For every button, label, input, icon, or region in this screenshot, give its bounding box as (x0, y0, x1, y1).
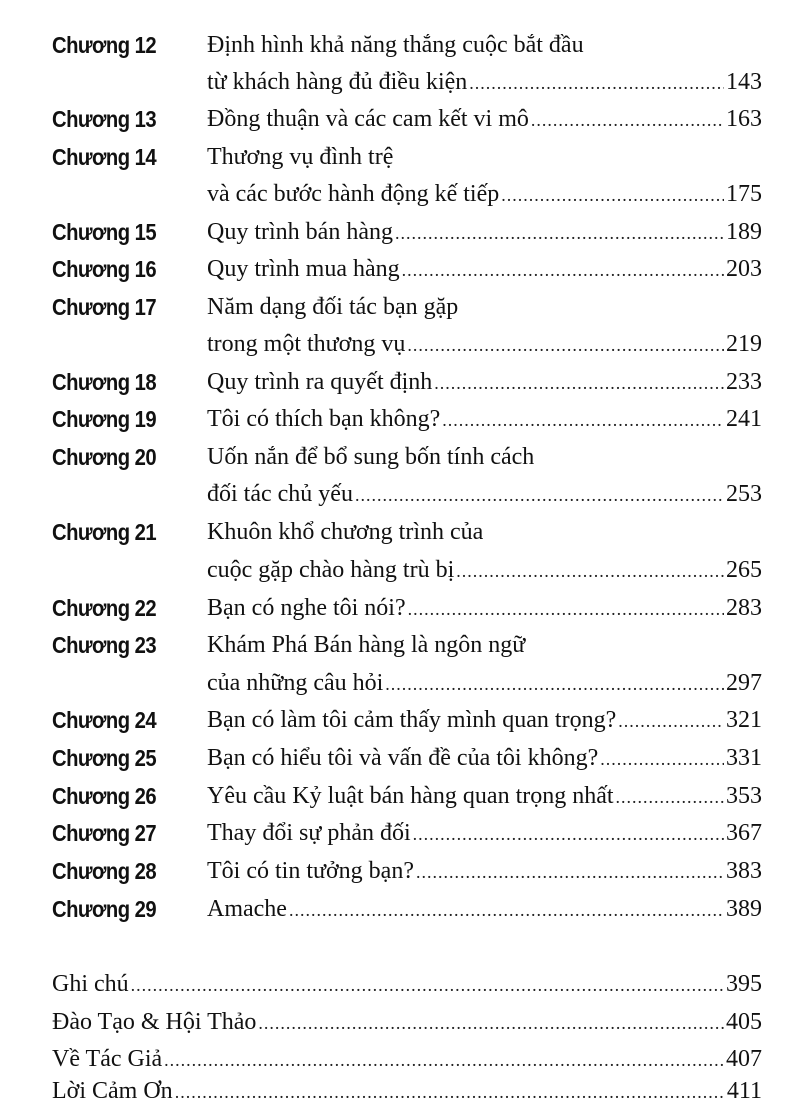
dot-leader (355, 477, 724, 514)
toc-entry (207, 101, 762, 138)
chapter-title: Quy trình mua hàng (207, 256, 400, 282)
page-number: 331 (726, 745, 762, 771)
page-number: 241 (726, 406, 762, 432)
toc-chapter-24 (0, 702, 810, 739)
toc-entry (52, 1073, 762, 1110)
section-title: Ghi chú (52, 971, 129, 997)
dot-leader (258, 1005, 724, 1042)
toc-chapter-13 (0, 101, 810, 138)
toc-chapter-21-cont (0, 552, 810, 589)
chapter-label: Chương 24 (52, 707, 157, 733)
toc-chapter-12-cont (0, 64, 810, 101)
chapter-title: của những câu hỏi (207, 670, 384, 696)
chapter-title: Tôi có thích bạn không? (207, 406, 441, 432)
toc-entry (207, 401, 762, 438)
toc-entry (207, 364, 762, 401)
dot-leader (618, 703, 724, 740)
page-number: 367 (726, 820, 762, 846)
toc-chapter-17 (0, 289, 810, 326)
dot-leader (469, 65, 724, 102)
chapter-label: Chương 12 (52, 32, 157, 58)
chapter-title: Amache (207, 896, 287, 922)
toc-entry (207, 702, 762, 739)
page-number: 175 (726, 181, 762, 207)
dot-leader (407, 327, 724, 364)
toc-chapter-12 (0, 27, 810, 64)
chapter-title-line: Năm dạng đối tác bạn gặp (207, 294, 459, 320)
toc-chapter-23-cont (0, 665, 810, 702)
chapter-label: Chương 17 (52, 294, 157, 320)
chapter-label: Chương 21 (52, 519, 157, 545)
chapter-title: Quy trình bán hàng (207, 219, 393, 245)
toc-entry (207, 740, 762, 777)
chapter-label: Chương 25 (52, 745, 157, 771)
chapter-title-line: Khám Phá Bán hàng là ngôn ngữ (207, 632, 526, 658)
dot-leader (600, 741, 724, 778)
page-number: 389 (726, 896, 762, 922)
chapter-title: từ khách hàng đủ điều kiện (207, 69, 468, 95)
chapter-label: Chương 19 (52, 406, 157, 432)
toc-entry (207, 214, 762, 251)
toc-chapter-21 (0, 514, 810, 551)
chapter-label: Chương 20 (52, 444, 157, 470)
chapter-title: cuộc gặp chào hàng trù bị (207, 557, 455, 583)
page-number: 321 (726, 707, 762, 733)
chapter-title: Bạn có hiểu tôi và vấn đề của tôi không? (207, 745, 599, 771)
toc-entry (207, 476, 762, 513)
page-number: 163 (726, 106, 762, 132)
page-number: 203 (726, 256, 762, 282)
toc-entry (207, 891, 762, 928)
toc-chapter-22 (0, 590, 810, 627)
page-number: 297 (726, 670, 762, 696)
chapter-label: Chương 18 (52, 369, 157, 395)
chapter-title: Đồng thuận và các cam kết vi mô (207, 106, 529, 132)
chapter-title: Quy trình ra quyết định (207, 369, 433, 395)
chapter-label: Chương 22 (52, 595, 157, 621)
page-number: 233 (726, 369, 762, 395)
toc-entry (207, 590, 762, 627)
toc-chapter-14 (0, 139, 810, 176)
toc-entry (207, 665, 762, 702)
chapter-label: Chương 16 (52, 256, 157, 282)
toc-chapter-20-cont (0, 476, 810, 513)
chapter-title: Thay đổi sự phản đối (207, 820, 411, 846)
toc-back-training (0, 1004, 810, 1041)
dot-leader (289, 892, 724, 929)
toc-chapter-27 (0, 815, 810, 852)
chapter-title-line: Khuôn khổ chương trình của (207, 519, 484, 545)
dot-leader (131, 967, 724, 1004)
toc-back-notes (0, 966, 810, 1003)
chapter-title: trong một thương vụ (207, 331, 406, 357)
section-title: Lời Cảm Ơn (52, 1078, 173, 1104)
dot-leader (501, 177, 724, 214)
dot-leader (413, 816, 724, 853)
toc-entry (52, 966, 762, 1003)
page-number: 407 (726, 1046, 762, 1072)
page-number: 405 (726, 1009, 762, 1035)
dot-leader (434, 365, 724, 402)
section-title: Đào Tạo & Hội Thảo (52, 1009, 257, 1035)
toc-chapter-25 (0, 740, 810, 777)
toc-entry (207, 326, 762, 363)
dot-leader (531, 102, 724, 139)
toc-chapter-18 (0, 364, 810, 401)
toc-entry (207, 778, 762, 815)
toc-chapter-15 (0, 214, 810, 251)
dot-leader (416, 854, 724, 891)
toc-chapter-14-cont (0, 176, 810, 213)
chapter-title-line: Thương vụ đình trệ (207, 144, 394, 170)
toc-entry (52, 1004, 762, 1041)
chapter-label: Chương 23 (52, 632, 157, 658)
toc-chapter-19 (0, 401, 810, 438)
chapter-title-line: Định hình khả năng thắng cuộc bắt đầu (207, 32, 584, 58)
dot-leader (456, 553, 724, 590)
page-number: 383 (726, 858, 762, 884)
dot-leader (442, 402, 724, 439)
page-number: 189 (726, 219, 762, 245)
page-number: 143 (726, 69, 762, 95)
chapter-title: đối tác chủ yếu (207, 481, 353, 507)
toc-chapter-26 (0, 778, 810, 815)
page-number: 283 (726, 595, 762, 621)
toc-chapter-17-cont (0, 326, 810, 363)
toc-chapter-28 (0, 853, 810, 890)
chapter-title: Bạn có làm tôi cảm thấy mình quan trọng? (207, 707, 617, 733)
toc-entry (207, 853, 762, 890)
dot-leader (385, 666, 724, 703)
toc-entry (207, 251, 762, 288)
chapter-label: Chương 14 (52, 144, 157, 170)
dot-leader (408, 591, 724, 628)
dot-leader (402, 252, 724, 289)
toc-back-thanks (0, 1073, 810, 1110)
toc-chapter-29 (0, 891, 810, 928)
dot-leader (175, 1074, 725, 1111)
chapter-label: Chương 26 (52, 783, 157, 809)
chapter-label: Chương 27 (52, 820, 157, 846)
dot-leader (616, 779, 724, 816)
page-number: 265 (726, 557, 762, 583)
toc-entry (207, 815, 762, 852)
toc-entry (207, 64, 762, 101)
page-number: 219 (726, 331, 762, 357)
chapter-label: Chương 13 (52, 106, 157, 132)
chapter-title: Yêu cầu Kỷ luật bán hàng quan trọng nhất (207, 783, 614, 809)
chapter-title: và các bước hành động kế tiếp (207, 181, 500, 207)
page-number: 253 (726, 481, 762, 507)
page-number: 353 (726, 783, 762, 809)
toc-chapter-16 (0, 251, 810, 288)
page-number: 395 (726, 971, 762, 997)
toc-entry (207, 552, 762, 589)
toc-chapter-20 (0, 439, 810, 476)
chapter-title: Tôi có tin tưởng bạn? (207, 858, 414, 884)
section-title: Về Tác Giả (52, 1046, 163, 1072)
chapter-title-line: Uốn nắn để bổ sung bốn tính cách (207, 444, 535, 470)
toc-chapter-23 (0, 627, 810, 664)
chapter-label: Chương 15 (52, 219, 157, 245)
chapter-label: Chương 28 (52, 858, 157, 884)
chapter-label: Chương 29 (52, 896, 157, 922)
dot-leader (395, 215, 724, 252)
page-number: 411 (726, 1078, 762, 1104)
chapter-title: Bạn có nghe tôi nói? (207, 595, 406, 621)
toc-entry (207, 176, 762, 213)
